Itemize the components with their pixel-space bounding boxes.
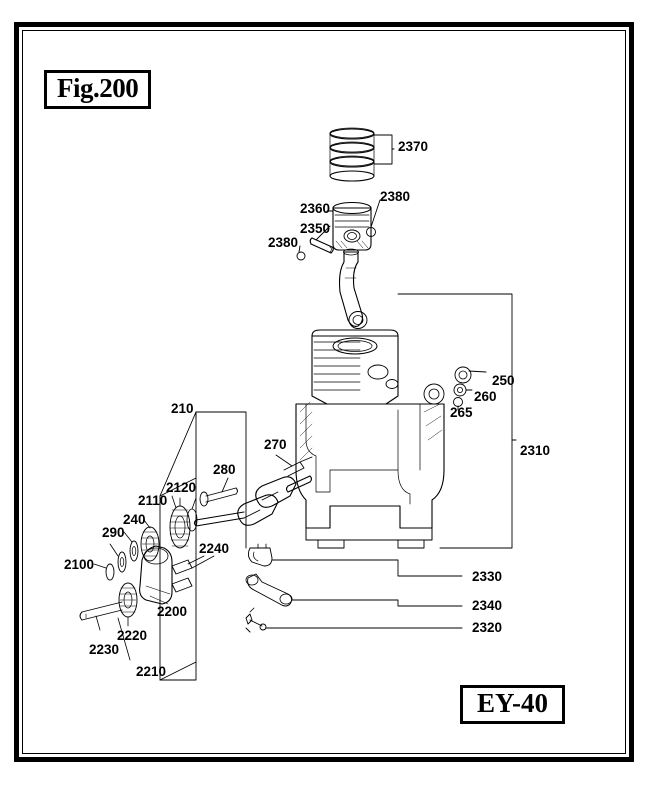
model-number-box: EY-40 [460, 685, 565, 724]
callout-250: 250 [492, 373, 515, 388]
callout-2380-upper: 2380 [380, 189, 411, 204]
callout-265: 265 [450, 405, 473, 420]
callout-2370: 2370 [398, 139, 429, 154]
callout-2240: 2240 [199, 541, 230, 556]
callout-2360: 2360 [300, 201, 331, 216]
callout-2350: 2350 [300, 221, 331, 236]
callout-210: 210 [171, 401, 194, 416]
callout-290: 290 [102, 525, 125, 540]
callout-2220: 2220 [117, 628, 148, 643]
callout-2200: 2200 [157, 604, 188, 619]
callout-2100: 2100 [64, 557, 95, 572]
callout-270: 270 [264, 437, 287, 452]
callout-2120: 2120 [166, 480, 197, 495]
callout-2310: 2310 [520, 443, 551, 458]
callout-280: 280 [213, 462, 236, 477]
callout-2110: 2110 [138, 493, 168, 508]
callout-2320: 2320 [472, 620, 503, 635]
callout-240: 240 [123, 512, 146, 527]
callout-2230: 2230 [89, 642, 120, 657]
callout-2380-lower: 2380 [268, 235, 299, 250]
callout-2210: 2210 [136, 664, 167, 679]
callout-2330: 2330 [472, 569, 503, 584]
callout-260: 260 [474, 389, 497, 404]
figure-title-box: Fig.200 [44, 70, 151, 109]
callout-2340: 2340 [472, 598, 503, 613]
